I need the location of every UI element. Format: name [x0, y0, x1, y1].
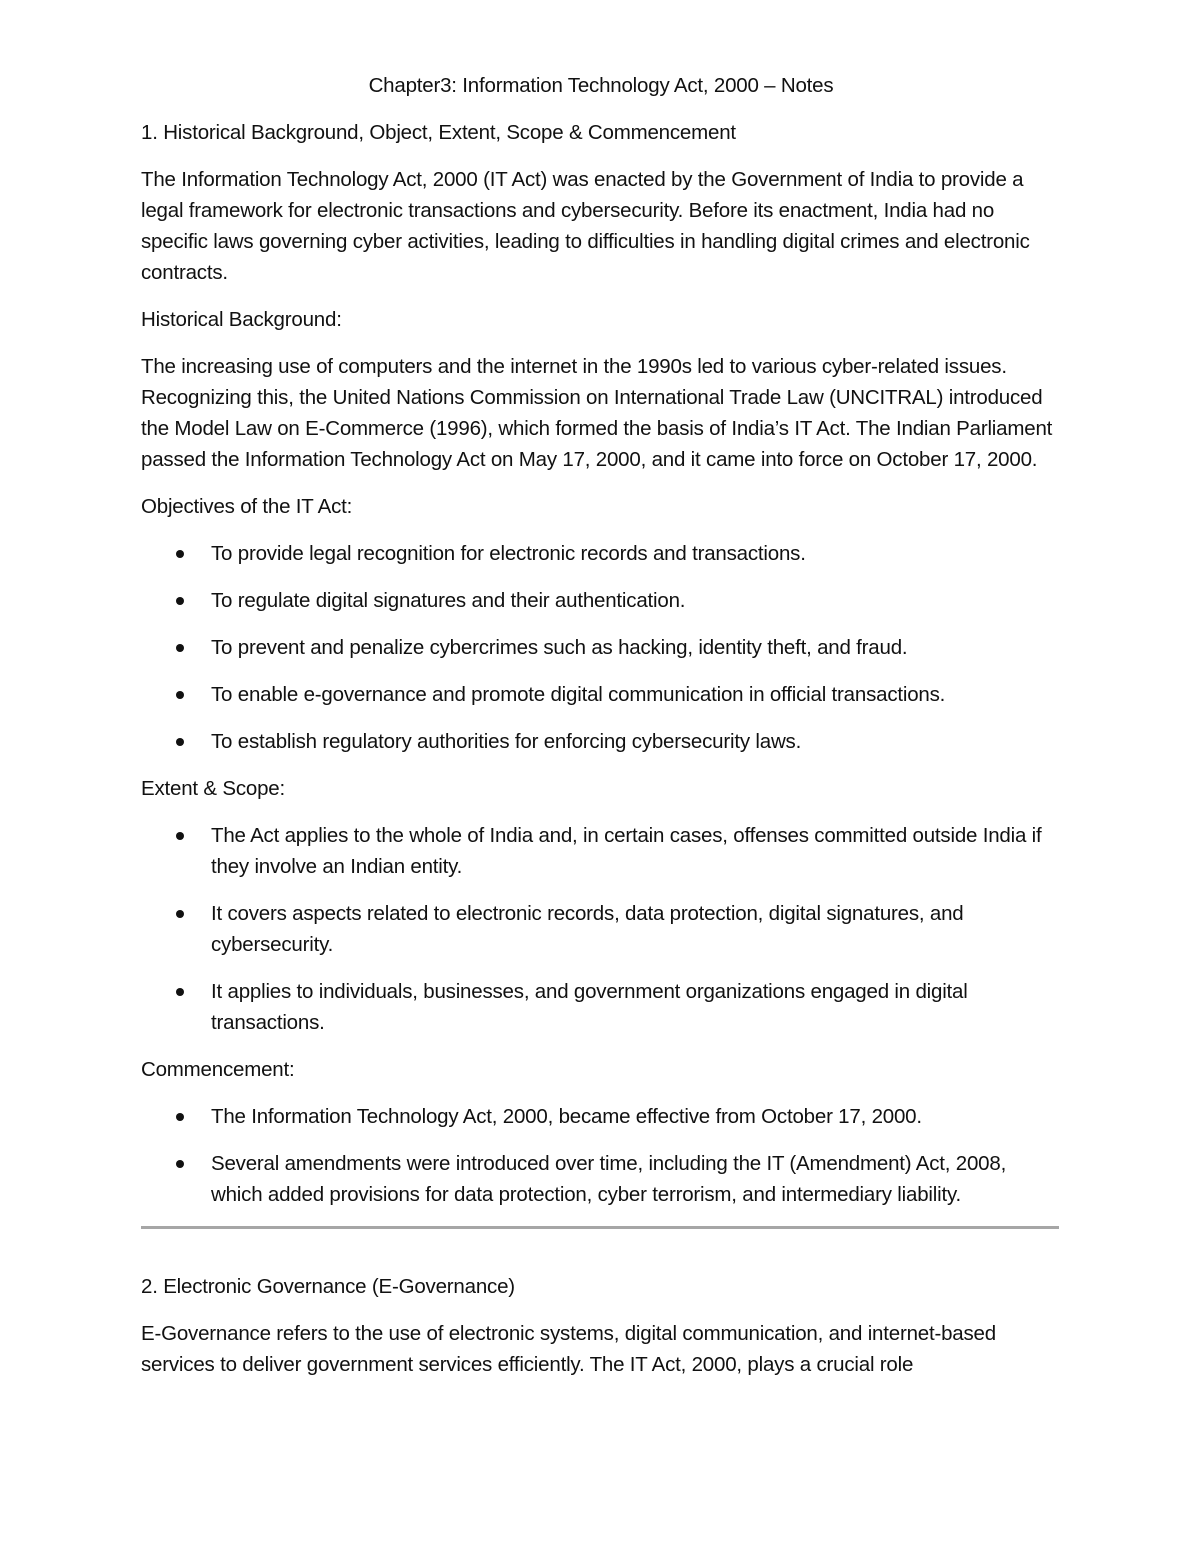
list-item [141, 632, 1061, 663]
section-2-intro: E-Governance refers to the use of electronic systems, digital communication, and internet-based services to deliver government services efficiently. The IT Act, 2000, plays a crucial role [141, 1322, 996, 1376]
list-item-text: To enable e-governance and promote digital communication in official transactions. [211, 683, 946, 706]
section-1-intro: The Information Technology Act, 2000 (IT Act) was enacted by the Government of India to provide a legal framework for electronic transactions and cybersecurity. Before its enactment, India had no specific laws governing cyber activities, leading to difficulties in handling digital crimes and electronic contracts. [141, 168, 1030, 284]
document-page [141, 70, 1061, 1396]
section-1-heading: 1. Historical Background, Object, Extent, Scope & Commencement [141, 121, 736, 144]
objectives-list [141, 538, 1061, 757]
bullet-icon [176, 597, 184, 605]
list-item-text: The Information Technology Act, 2000, became effective from October 17, 2000. [211, 1105, 922, 1128]
bullet-icon [176, 1113, 184, 1121]
bullet-icon [176, 738, 184, 746]
objectives-label: Objectives of the IT Act: [141, 495, 353, 518]
document-title: Chapter3: Information Technology Act, 2000 – Notes [368, 74, 834, 97]
historical-background-text: The increasing use of computers and the internet in the 1990s led to various cyber-related issues. Recognizing this, the United Nations Commission on International Trade Law (UNCITRAL) introduced the Model Law on E-Commerce (1996), which formed the basis of India’s IT Act. The Indian Parliament passed the Information Technology Act on May 17, 2000, and it came into force on October 17, 2000. [141, 355, 1053, 471]
list-item [141, 585, 1061, 616]
bullet-icon [176, 550, 184, 558]
list-item [141, 898, 1061, 960]
list-item [141, 1101, 1061, 1132]
list-item-text: To establish regulatory authorities for enforcing cybersecurity laws. [211, 730, 802, 753]
bullet-icon [176, 691, 184, 699]
list-item [141, 976, 1061, 1038]
extent-scope-label: Extent & Scope: [141, 777, 286, 800]
bullet-icon [176, 644, 184, 652]
list-item-text: Several amendments were introduced over time, including the IT (Amendment) Act, 2008, which added provisions for data protection, cyber terrorism, and intermediary liability. [211, 1152, 1007, 1206]
list-item-text: The Act applies to the whole of India and, in certain cases, offenses committed outside India if they involve an Indian entity. [211, 824, 1042, 878]
bullet-icon [176, 910, 184, 918]
list-item-text: It applies to individuals, businesses, and government organizations engaged in digital transactions. [211, 980, 968, 1034]
list-item-text: It covers aspects related to electronic records, data protection, digital signatures, and cybersecurity. [211, 902, 964, 956]
bullet-icon [176, 1160, 184, 1168]
list-item [141, 538, 1061, 569]
bullet-icon [176, 832, 184, 840]
horizontal-divider [141, 1226, 1059, 1229]
list-item [141, 726, 1061, 757]
list-item-text: To prevent and penalize cybercrimes such as hacking, identity theft, and fraud. [211, 636, 908, 659]
list-item [141, 679, 1061, 710]
historical-background-label: Historical Background: [141, 308, 342, 331]
bullet-icon [176, 988, 184, 996]
extent-scope-list [141, 820, 1061, 1038]
list-item [141, 820, 1061, 882]
list-item-text: To regulate digital signatures and their authentication. [211, 589, 686, 612]
list-item [141, 1148, 1061, 1210]
commencement-label: Commencement: [141, 1058, 295, 1081]
commencement-list [141, 1101, 1061, 1210]
list-item-text: To provide legal recognition for electronic records and transactions. [211, 542, 806, 565]
section-2-heading: 2. Electronic Governance (E-Governance) [141, 1275, 515, 1298]
